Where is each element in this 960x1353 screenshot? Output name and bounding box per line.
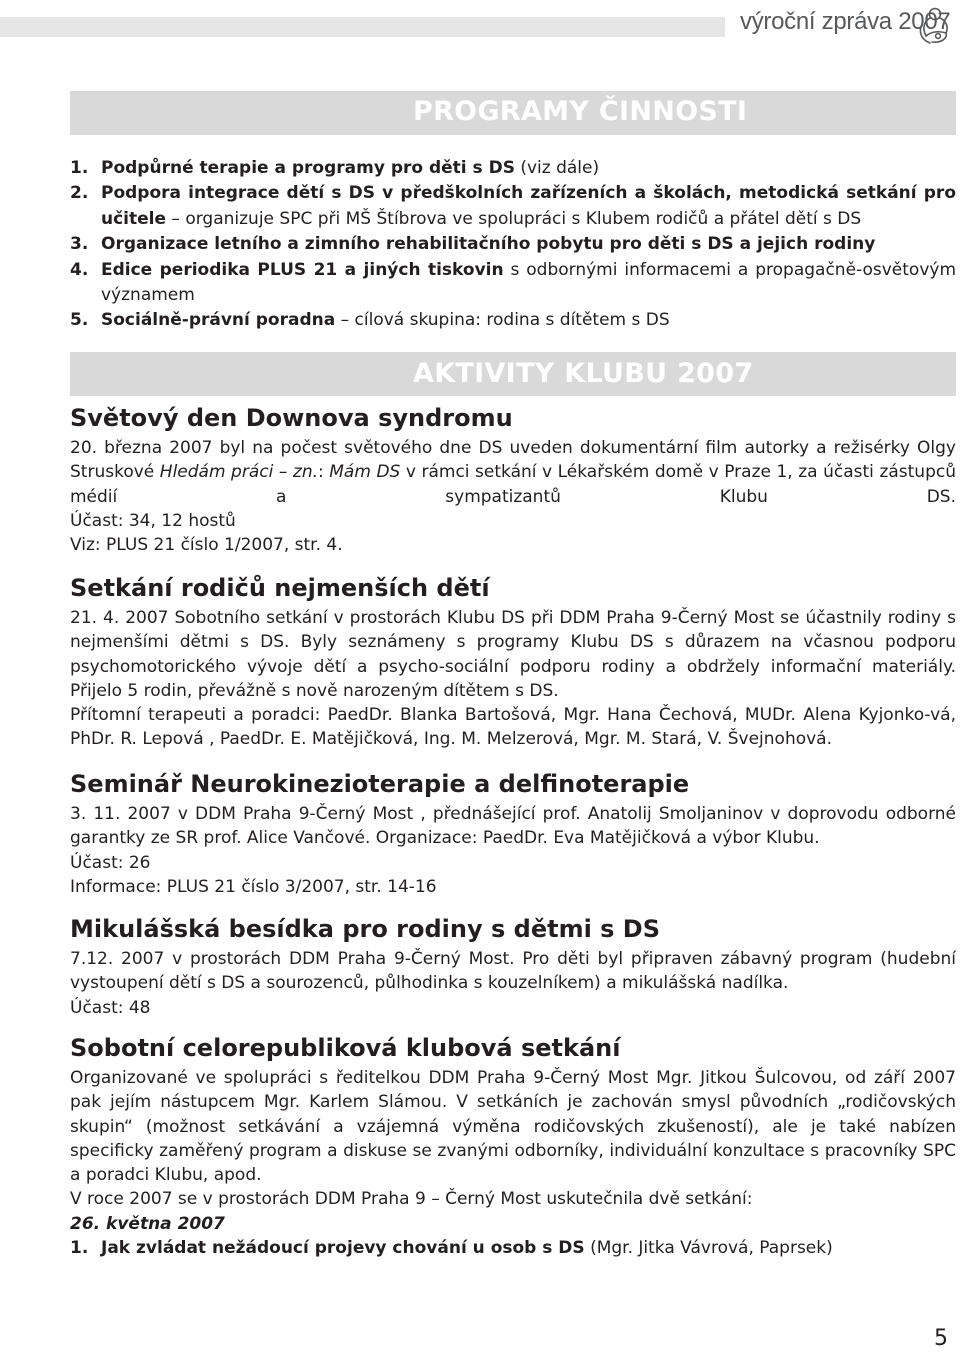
program-item-text: (viz dále) [514, 158, 600, 178]
section-title: Mikulášská besídka pro rodiny s dětmi s DS [70, 915, 661, 943]
meeting-date: 26. května 2007 [70, 1213, 225, 1234]
meeting-item [70, 1236, 956, 1260]
programy-list [70, 156, 956, 334]
list-number: 2. [70, 183, 89, 204]
programy-banner [70, 91, 956, 135]
meeting-speaker: (Mgr. Jitka Vávrová, Paprsek) [584, 1238, 833, 1259]
section-title: Světový den Downova syndromu [70, 404, 513, 432]
section-body [70, 802, 956, 899]
program-item-3 [70, 232, 956, 257]
meeting-topic: Jak zvládat nežádoucí projevy chování u osob s DS [101, 1238, 585, 1259]
section-body [70, 606, 956, 752]
aktivity-banner [70, 352, 956, 396]
program-item-text: – organizuje SPC při MŠ Štíbrova ve spolupráci s Klubem rodičů a přátel dětí s DS [166, 208, 862, 229]
paragraph [70, 436, 956, 509]
paragraph: V roce 2007 se v prostorách DDM Praha 9 – Černý Most uskutečnila dvě setkání: [70, 1189, 753, 1210]
program-item-text: s odbornými informacemi a propagačně-osvětovým významem [101, 259, 956, 306]
text-run: 20. března 2007 byl na počest světového dne DS uveden dokumentární film autorky a režisérky Olgy Struskové [70, 438, 956, 483]
list-number: 1. [70, 1238, 89, 1259]
page-number: 5 [934, 1326, 948, 1351]
attendance: Účast: 26 [70, 852, 151, 873]
list-number: 3. [70, 234, 89, 255]
program-item-bold: Podpora integrace dětí s DS v předškolních zařízeních a školách, metodická setkání pro učitele [101, 183, 956, 229]
program-item-1 [70, 156, 956, 181]
section-mikulas [70, 915, 956, 1020]
attendance: Účast: 34, 12 hostů [70, 510, 236, 531]
section-body [70, 947, 956, 1020]
program-item-5 [70, 308, 956, 333]
section-body [70, 436, 956, 557]
section-svetovy-den [70, 404, 956, 557]
paragraph: 21. 4. 2007 Sobotního setkání v prostorách Klubu DS při DDM Praha 9-Černý Most se účastnily rodiny s nejmenšími dětmi s DS. Byly seznámeny s programy Klubu DS s důrazem na včasnou podporu psychomotorického vývoje dětí a psycho-sociální podporu rodiny a obdržely informační materiály. Přijelo 5 rodin, převážně s nově narozeným dítětem s DS. [70, 608, 956, 701]
list-number: 4. [70, 259, 89, 280]
programy-heading: PROGRAMY ČINNOSTI [413, 96, 748, 127]
program-item-bold: Podpůrné terapie a programy pro děti s DS [101, 158, 515, 178]
list-number: 1. [70, 158, 89, 178]
program-item-2 [70, 181, 956, 232]
paragraph: 3. 11. 2007 v DDM Praha 9-Černý Most , přednášející prof. Anatolij Smoljaninov v doprovodu odborné garantky ze SR prof. Alice Vančové. Organizace: PaedDr. Eva Matějičková a výbor Klubu. [70, 804, 956, 849]
header-bar [0, 17, 725, 37]
section-body [70, 1066, 956, 1260]
text-run: v rámci setkání v Lékařském domě v Praze 1, za účasti zástupců médií a sympatizantů Klubu DS. [70, 462, 956, 507]
attendance: Účast: 48 [70, 997, 151, 1018]
program-item-4 [70, 258, 956, 309]
section-title: Seminář Neurokinezioterapie a delfinoterapie [70, 770, 690, 798]
text-run: : [318, 462, 330, 483]
section-sobotni [70, 1034, 956, 1260]
film-subtitle: Mám DS [329, 462, 401, 483]
program-item-text: – cílová skupina: rodina s dítětem s DS [335, 310, 670, 331]
aktivity-heading: AKTIVITY KLUBU 2007 [413, 358, 754, 389]
list-number: 5. [70, 310, 89, 331]
film-title: Hledám práci – zn. [159, 462, 318, 483]
family-logo-icon [916, 5, 954, 45]
reference: Informace: PLUS 21 číslo 3/2007, str. 14-16 [70, 876, 437, 897]
program-item-bold: Organizace letního a zimního rehabilitačního pobytu pro děti s DS a jejich rodiny [101, 234, 876, 255]
program-item-bold: Edice periodika PLUS 21 a jiných tiskovin [101, 259, 504, 280]
section-setkani-rodicu [70, 574, 956, 752]
paragraph: Organizované ve spolupráci s ředitelkou DDM Praha 9-Černý Most Mgr. Jitkou Šulcovou, od září 2007 pak jejím nástupcem Mgr. Karlem Slámou. V setkáních je zachován smysl původních „rodičovských skupin“ (možnost setkávání a vzájemná výměna rodičovských zkušeností), ale je také nabízen specificky zaměřený program a diskuse se zvanými odborníky, individuální konzultace s pracovníky SPC a poradci Klubu, apod. [70, 1068, 956, 1186]
section-seminar [70, 770, 956, 899]
report-title: výroční zpráva 2007 [740, 8, 951, 35]
section-title: Setkání rodičů nejmenších dětí [70, 574, 490, 602]
paragraph: 7.12. 2007 v prostorách DDM Praha 9-Černý Most. Pro děti byl připraven zábavný program (hudební vystoupení dětí s DS a sourozenců, půlhodinka s kouzelníkem) a mikulášská nadílka. [70, 949, 956, 994]
paragraph: Přítomní terapeuti a poradci: PaedDr. Blanka Bartošová, Mgr. Hana Čechová, MUDr. Alena Kyjonko-vá, PhDr. R. Lepová , PaedDr. E. Matějičková, Ing. M. Melzerová, Mgr. M. Stará, V. Švejnohová. [70, 705, 956, 750]
section-title: Sobotní celorepubliková klubová setkání [70, 1034, 621, 1062]
reference: Viz: PLUS 21 číslo 1/2007, str. 4. [70, 535, 343, 556]
program-item-bold: Sociálně-právní poradna [101, 310, 336, 331]
